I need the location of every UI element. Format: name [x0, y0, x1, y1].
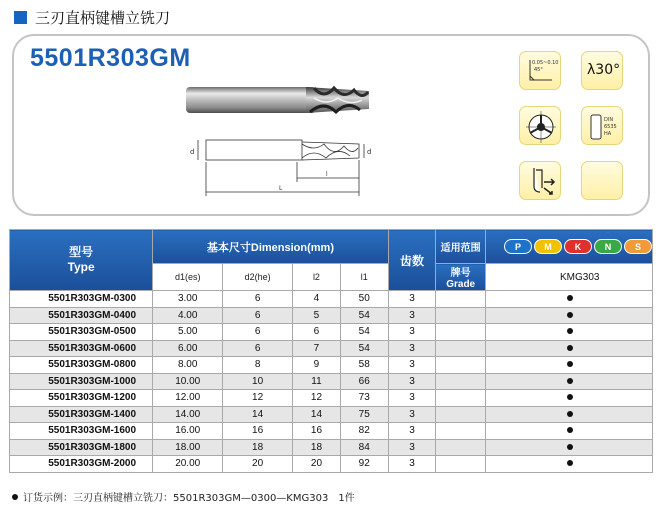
- availability-dot: [567, 345, 573, 351]
- spec-table-body: [10, 291, 653, 473]
- grade-name: KMG303: [486, 264, 653, 291]
- teeth-header: 齿数: [388, 230, 436, 291]
- d2-label: d: [190, 148, 195, 156]
- grade-header: 牌号Grade: [436, 264, 486, 291]
- spec-table: [9, 229, 653, 473]
- availability-dot: [567, 427, 573, 433]
- l2-label: l: [326, 171, 328, 178]
- table-row: 5501R303GM-1600 16.00 16 16 82 3: [10, 423, 653, 440]
- din-shank-icon: [581, 106, 623, 145]
- svg-text:DIN: DIN: [604, 117, 614, 123]
- table-row: 5501R303GM-1400 14.00 14 14 75 3: [10, 406, 653, 423]
- range-header: 适用范围: [436, 230, 486, 264]
- availability-dot: [567, 460, 573, 466]
- product-card: [12, 34, 650, 216]
- table-row: 5501R303GM-1800 18.00 18 18 84 3: [10, 439, 653, 456]
- tool-drawing: [174, 74, 374, 204]
- table-row: 5501R303GM-2000 20.00 20 20 92 3: [10, 456, 653, 473]
- section-title: 三刃直柄键槽立铣刀: [35, 8, 171, 27]
- availability-dot: [567, 295, 573, 301]
- table-row: 5501R303GM-0400 4.00 6 5 54 3: [10, 307, 653, 324]
- dimension-header: 基本尺寸Dimension(mm): [153, 230, 388, 264]
- three-flute-icon: [519, 106, 561, 145]
- helix-angle-icon: λ30°: [581, 51, 623, 90]
- material-k-badge: K: [564, 239, 592, 254]
- material-n-badge: N: [594, 239, 622, 254]
- availability-dot: [567, 378, 573, 384]
- col-l1-header: l1: [340, 264, 388, 291]
- table-row: 5501R303GM-1200 12.00 12 12 73 3: [10, 390, 653, 407]
- bullet-icon: [12, 494, 18, 500]
- material-p-badge: P: [504, 239, 532, 254]
- type-header: 型号 Type: [10, 230, 153, 291]
- material-s-badge: S: [624, 239, 652, 254]
- availability-dot: [567, 312, 573, 318]
- table-row: 5501R303GM-0800 8.00 8 9 58 3: [10, 357, 653, 374]
- section-header: [14, 6, 170, 28]
- l1-label: L: [279, 185, 283, 192]
- product-code: 5501R303GM: [30, 44, 191, 72]
- col-l2-header: l2: [293, 264, 341, 291]
- svg-text:6535: 6535: [604, 124, 617, 130]
- col-d1-header: d1(es): [153, 264, 223, 291]
- availability-dot: [567, 361, 573, 367]
- svg-text:45°: 45°: [534, 67, 543, 73]
- svg-text:0.05~0.10: 0.05~0.10: [532, 60, 559, 66]
- availability-dot: [567, 328, 573, 334]
- table-row: 5501R303GM-1000 10.00 10 11 66 3: [10, 373, 653, 390]
- edge-chamfer-icon: [519, 51, 561, 90]
- d1-label: d: [367, 148, 372, 156]
- material-header: [486, 230, 653, 264]
- availability-dot: [567, 444, 573, 450]
- order-example: [12, 489, 355, 504]
- availability-dot: [567, 411, 573, 417]
- material-badges: [504, 239, 652, 254]
- cutting-direction-icon: [519, 161, 561, 200]
- order-example-text: 订货示例：三刃直柄键槽立铣刀：5501R303GM—0300—KMG303 1件: [23, 493, 355, 504]
- section-marker-icon: [14, 11, 27, 24]
- tool-photo: [186, 87, 369, 113]
- material-m-badge: M: [534, 239, 562, 254]
- availability-dot: [567, 394, 573, 400]
- table-row: 5501R303GM-0500 5.00 6 6 54 3: [10, 324, 653, 341]
- table-row: 5501R303GM-0300 3.00 6 4 50 3: [10, 291, 653, 308]
- table-row: 5501R303GM-0600 6.00 6 7 54 3: [10, 340, 653, 357]
- blank-icon: [581, 161, 623, 200]
- col-d2-header: d2(he): [223, 264, 293, 291]
- svg-text:HA: HA: [604, 131, 612, 137]
